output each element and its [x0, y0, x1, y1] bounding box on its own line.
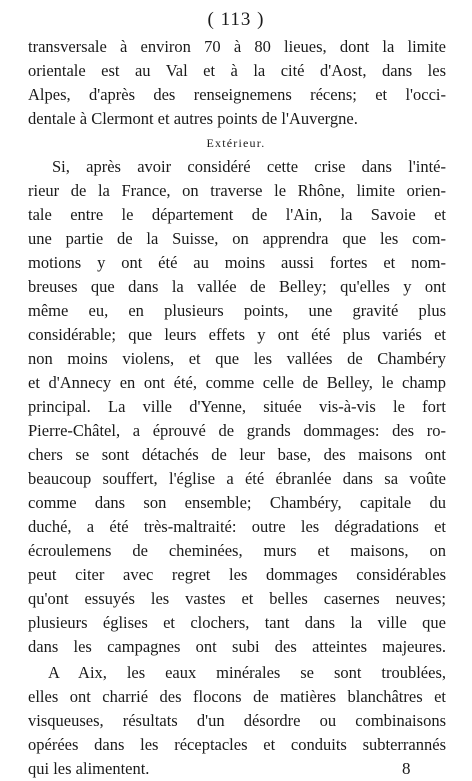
- text-line: duché, a été très-maltraité: outre les dégradations et: [28, 517, 446, 536]
- text-line: comme dans son ensemble; Chambéry, capitale du: [28, 493, 446, 512]
- text-line: même eu, en plusieurs points, une gravité plus: [28, 301, 446, 320]
- text-line: transversale à environ 70 à 80 lieues, dont la limite: [28, 37, 446, 56]
- text-line: Pierre-Châtel, a éprouvé de grands dommages: des ro-: [28, 421, 446, 440]
- signature-mark: 8: [402, 759, 411, 778]
- text-line: opérées dans les réceptacles et conduits subterrannés: [28, 735, 446, 754]
- text-line: beaucoup souffert, l'église a été ébranlée dans sa voûte: [28, 469, 446, 488]
- text-line: qui les alimentent.: [28, 759, 150, 778]
- text-line: orientale est au Val et à la cité d'Aost, dans les: [28, 61, 446, 80]
- text-line: peut citer avec regret les dommages considérables: [28, 565, 446, 584]
- text-line: écroulemens de cheminées, murs et maisons, on: [28, 541, 446, 560]
- text-line: une partie de la Suisse, on apprendra que les com-: [28, 229, 446, 248]
- section-heading: Extérieur.: [206, 136, 266, 150]
- text-line: visqueuses, résultats d'un désordre ou combinaisons: [28, 711, 446, 730]
- text-line: plusieurs églises et clochers, tant dans la ville que: [28, 613, 446, 632]
- text-line: elles ont charrié des flocons de matières blanchâtres et: [28, 687, 446, 706]
- text-line: rieur de la France, on traverse le Rhône, limite orien-: [28, 181, 446, 200]
- text-line: qu'ont essuyés les vastes et belles casernes neuves;: [28, 589, 446, 608]
- page-number: ( 113 ): [207, 9, 265, 30]
- text-line: et d'Annecy en ont été, comme celle de Belley, le champ: [28, 373, 446, 392]
- text-line: non moins violens, et que les vallées de Chambéry: [28, 349, 446, 368]
- text-line: Alpes, d'après des renseignemens récens; et l'occi-: [28, 85, 446, 104]
- text-line: tale entre le département de l'Ain, la Savoie et: [28, 205, 446, 224]
- text-line: chers se sont détachés de leur base, des maisons ont: [28, 445, 446, 464]
- text-line: dans les campagnes ont subi des atteintes majeures.: [28, 637, 446, 656]
- text-line: dentale à Clermont et autres points de l'Auvergne.: [28, 109, 358, 128]
- text-line: Si, après avoir considéré cette crise dans l'inté-: [52, 157, 446, 176]
- text-line: A Aix, les eaux minérales se sont troublées,: [48, 663, 446, 682]
- text-line: considérable; que leurs effets y ont été plus variés et: [28, 325, 446, 344]
- text-line: breuses que dans la vallée de Belley; qu'elles y ont: [28, 277, 446, 296]
- text-line: motions y ont été au moins aussi fortes et nom-: [28, 253, 446, 272]
- text-line: principal. La ville d'Yenne, située vis-à-vis le fort: [28, 397, 446, 416]
